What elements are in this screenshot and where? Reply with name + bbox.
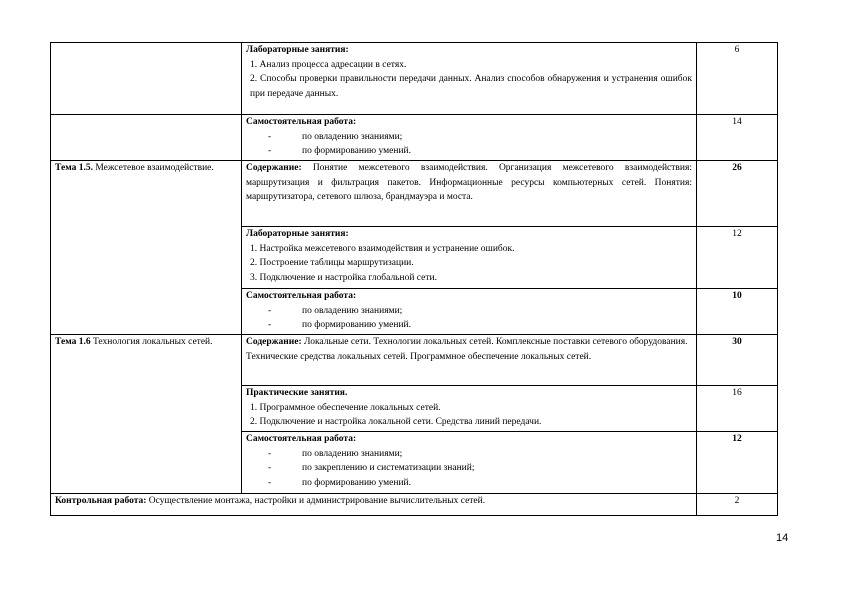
content-cell: [242, 115, 697, 161]
list-item: - по закреплению и систематизации знаний;: [268, 463, 475, 473]
table-row: [51, 115, 778, 161]
content-cell: [242, 161, 697, 227]
section-header: Самостоятельная работа:: [246, 291, 357, 301]
list-item: - по овладению знаниями;: [268, 305, 403, 316]
list-item: - по формированию умений.: [268, 477, 412, 488]
list-item: 2. Подключение и настройка локальной сети. Средства линий передачи.: [250, 417, 542, 427]
list-item: 2. Построение таблицы маршрутизации.: [250, 258, 414, 268]
topic-number: Тема 1.5.: [55, 163, 93, 173]
final-cell: [51, 494, 697, 516]
table-row: [51, 494, 778, 516]
hours-cell: 12: [697, 432, 778, 494]
content-text: Локальные сети. Технологии локальных сетей. Комплексные поставки сетевого оборудования. Технические средства локальных сетей. Программное обеспечение локальных сетей.: [246, 337, 688, 362]
list-item: 3. Подключение и настройка глобальной сети.: [250, 272, 437, 283]
topic-title: Технология локальных сетей.: [90, 337, 213, 347]
content-cell: [242, 227, 697, 289]
list-item: 1. Анализ процесса адресации в сетях.: [250, 59, 407, 70]
final-label: Контрольная работа:: [55, 496, 147, 506]
list-item: - по формированию умений.: [268, 320, 412, 330]
list-item: - по овладению знаниями;: [268, 131, 403, 142]
content-label: Содержание:: [246, 163, 302, 173]
hours-cell: 10: [697, 289, 778, 335]
section-header: Самостоятельная работа:: [246, 434, 357, 444]
hours-cell: 26: [697, 161, 778, 227]
topic-title: Межсетевое взаимодействие.: [92, 163, 214, 173]
list-item: - по овладению знаниями;: [268, 448, 403, 459]
table-row: [51, 43, 778, 115]
hours-cell: 14: [697, 115, 778, 161]
section-header: Самостоятельная работа:: [246, 117, 357, 127]
hours-cell: 16: [697, 386, 778, 432]
topic-number: Тема 1.6: [55, 337, 91, 347]
topic-cell: [51, 161, 242, 335]
content-cell: [242, 386, 697, 432]
curriculum-table: [50, 42, 778, 516]
table-row: [51, 161, 778, 227]
content-text: Понятие межсетевого взаимодействия. Организация межсетевого взаимодействия: маршрутизация и фильтрация пакетов. Информационные ресурсы компьютерных сетей. Понятия: маршрутизатора, сетевого шлюза, брандмауэра и моста.: [246, 163, 692, 202]
section-header: Лабораторные занятия:: [246, 229, 349, 239]
hours-cell: 30: [697, 335, 778, 386]
content-cell: [242, 335, 697, 386]
section-header: Лабораторные занятия:: [246, 45, 349, 55]
hours-cell: 6: [697, 43, 778, 115]
hours-cell: 2: [697, 494, 778, 516]
list-item: 2. Способы проверки правильности передачи данных. Анализ способов обнаружения и устранения ошибок при передаче данных.: [250, 74, 692, 99]
content-label: Содержание:: [246, 337, 302, 347]
list-item: 1. Программное обеспечение локальных сетей.: [250, 402, 441, 413]
topic-cell: [51, 43, 242, 115]
topic-cell: [51, 335, 242, 494]
list-item: 1. Настройка межсетевого взаимодействия и устранение ошибок.: [250, 243, 515, 254]
list-item: - по формированию умений.: [268, 146, 412, 156]
content-cell: [242, 289, 697, 335]
topic-cell: [51, 115, 242, 161]
final-text: Осуществление монтажа, настройки и администрирование вычислительных сетей.: [146, 496, 486, 506]
page-number: 14: [776, 532, 789, 544]
section-header: Практические занятия.: [246, 388, 348, 398]
content-cell: [242, 432, 697, 494]
hours-cell: 12: [697, 227, 778, 289]
table-row: [51, 335, 778, 386]
content-cell: [242, 43, 697, 115]
